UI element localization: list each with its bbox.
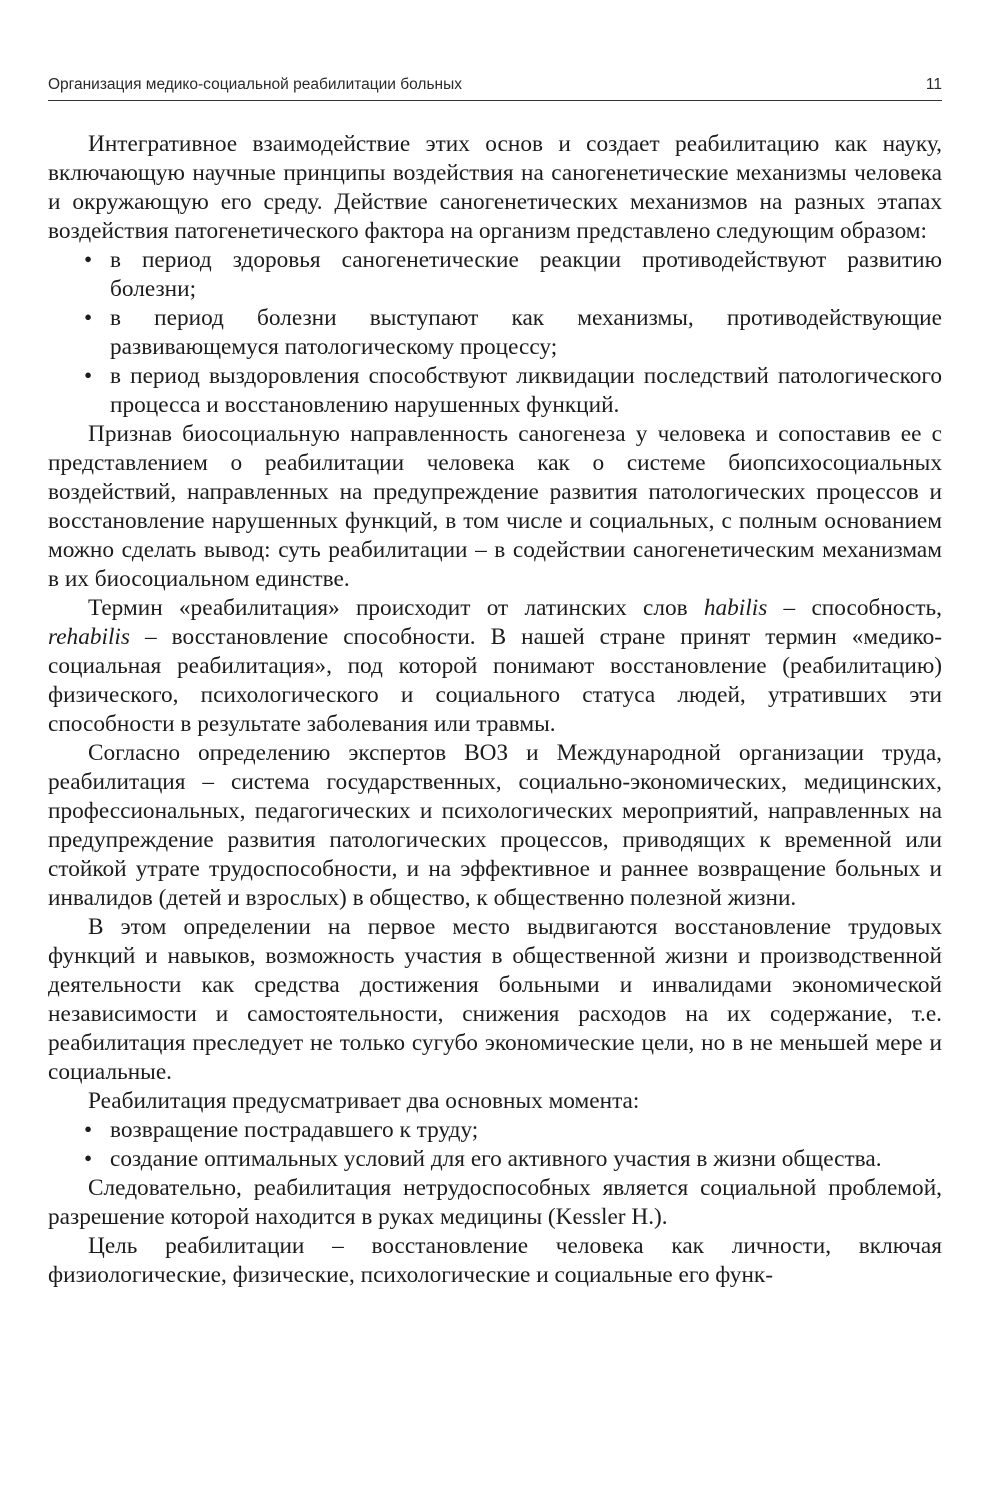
list-item-text: создание оптимальных условий для его активного участия в жизни общества. [110,1146,882,1172]
page-number: 11 [925,76,942,93]
bullet-icon: • [84,247,93,273]
list-item [48,1116,942,1145]
paragraph: Следовательно, реабилитация нетрудоспособных является социальной проблемой, разрешение которой находится в руках медицины (Kessler H.). [48,1175,942,1230]
page-body [48,130,942,1290]
paragraph: Реабилитация предусматривает два основных момента: [88,1088,640,1114]
text-run: Термин «реабилитация» происходит от латинских слов [88,595,704,621]
list-item-text: в период выздоровления способствуют ликвидации последствий патологического процесса и восстановлению нарушенных функций. [110,363,942,418]
list-item [48,304,942,362]
paragraph: В этом определении на первое место выдвигаются восстановление трудовых функций и навыков, возможность участия в общественной жизни и производственной деятельности как средства достижения больными и инвалидами экономической независимости и самостоятельности, снижения расходов на их содержание, т.е. реабилитация преследует не только сугубо экономические цели, но в не меньшей мере и социальные. [48,914,942,1085]
bullet-list [48,246,942,420]
list-item [48,246,942,304]
bullet-icon: • [84,363,93,389]
bullet-icon: • [84,1117,93,1143]
list-item-text: в период здоровья саногенетические реакции противодействуют развитию болезни; [110,247,942,302]
list-item-text: в период болезни выступают как механизмы, противодействующие развивающемуся патологическому процессу; [110,305,942,360]
list-item [48,362,942,420]
paragraph: Согласно определению экспертов ВОЗ и Международной организации труда, реабилитация – система государственных, социально-экономических, медицинских, профессиональных, педагогических и психологических мероприятий, направленных на предупреждение развития патологических процессов, приводящих к временной или стойкой утрате трудоспособности, и на эффективное и раннее возвращение больных и инвалидов (детей и взрослых) в общество, к общественно полезной жизни. [48,740,942,911]
paragraph [48,594,942,739]
paragraph: Интегративное взаимодействие этих основ и создает реабилитацию как науку, включающую научные принципы воздействия на саногенетические механизмы человека и окружающую его среду. Действие саногенетических механизмов на разных этапах воздействия патогенетического фактора на организм представлено следующим образом: [48,131,942,244]
latin-term: rehabilis [48,624,130,650]
bullet-icon: • [84,1146,93,1172]
paragraph: Признав биосоциальную направленность саногенеза у человека и сопоставив ее с представлением о реабилитации человека как о системе биопсихосоциальных воздействий, направленных на предупреждение развития патологических процессов и восстановление нарушенных функций, в том числе и социальных, с полным основанием можно сделать вывод: суть реабилитации – в содействии саногенетическим механизмам в их биосоциальном единстве. [48,421,942,592]
text-run: – способность, [767,595,942,621]
running-header [48,70,942,101]
list-item [48,1145,942,1174]
text-run: – восстановление способности. В нашей стране принят термин «медико-социальная реабилитация», под которой понимают восстановление (реабилитацию) физического, психологического и социального статуса людей, утративших эти способности в результате заболевания или травмы. [48,624,942,737]
list-item-text: возвращение пострадавшего к труду; [110,1117,479,1143]
bullet-list [48,1116,942,1174]
latin-term: habilis [703,595,768,621]
bullet-icon: • [84,305,93,331]
paragraph: Цель реабилитации – восстановление человека как личности, включая физиологические, физические, психологические и социальные его функ- [48,1233,942,1288]
header-title: Организация медико-социальной реабилитации больных [48,76,463,93]
